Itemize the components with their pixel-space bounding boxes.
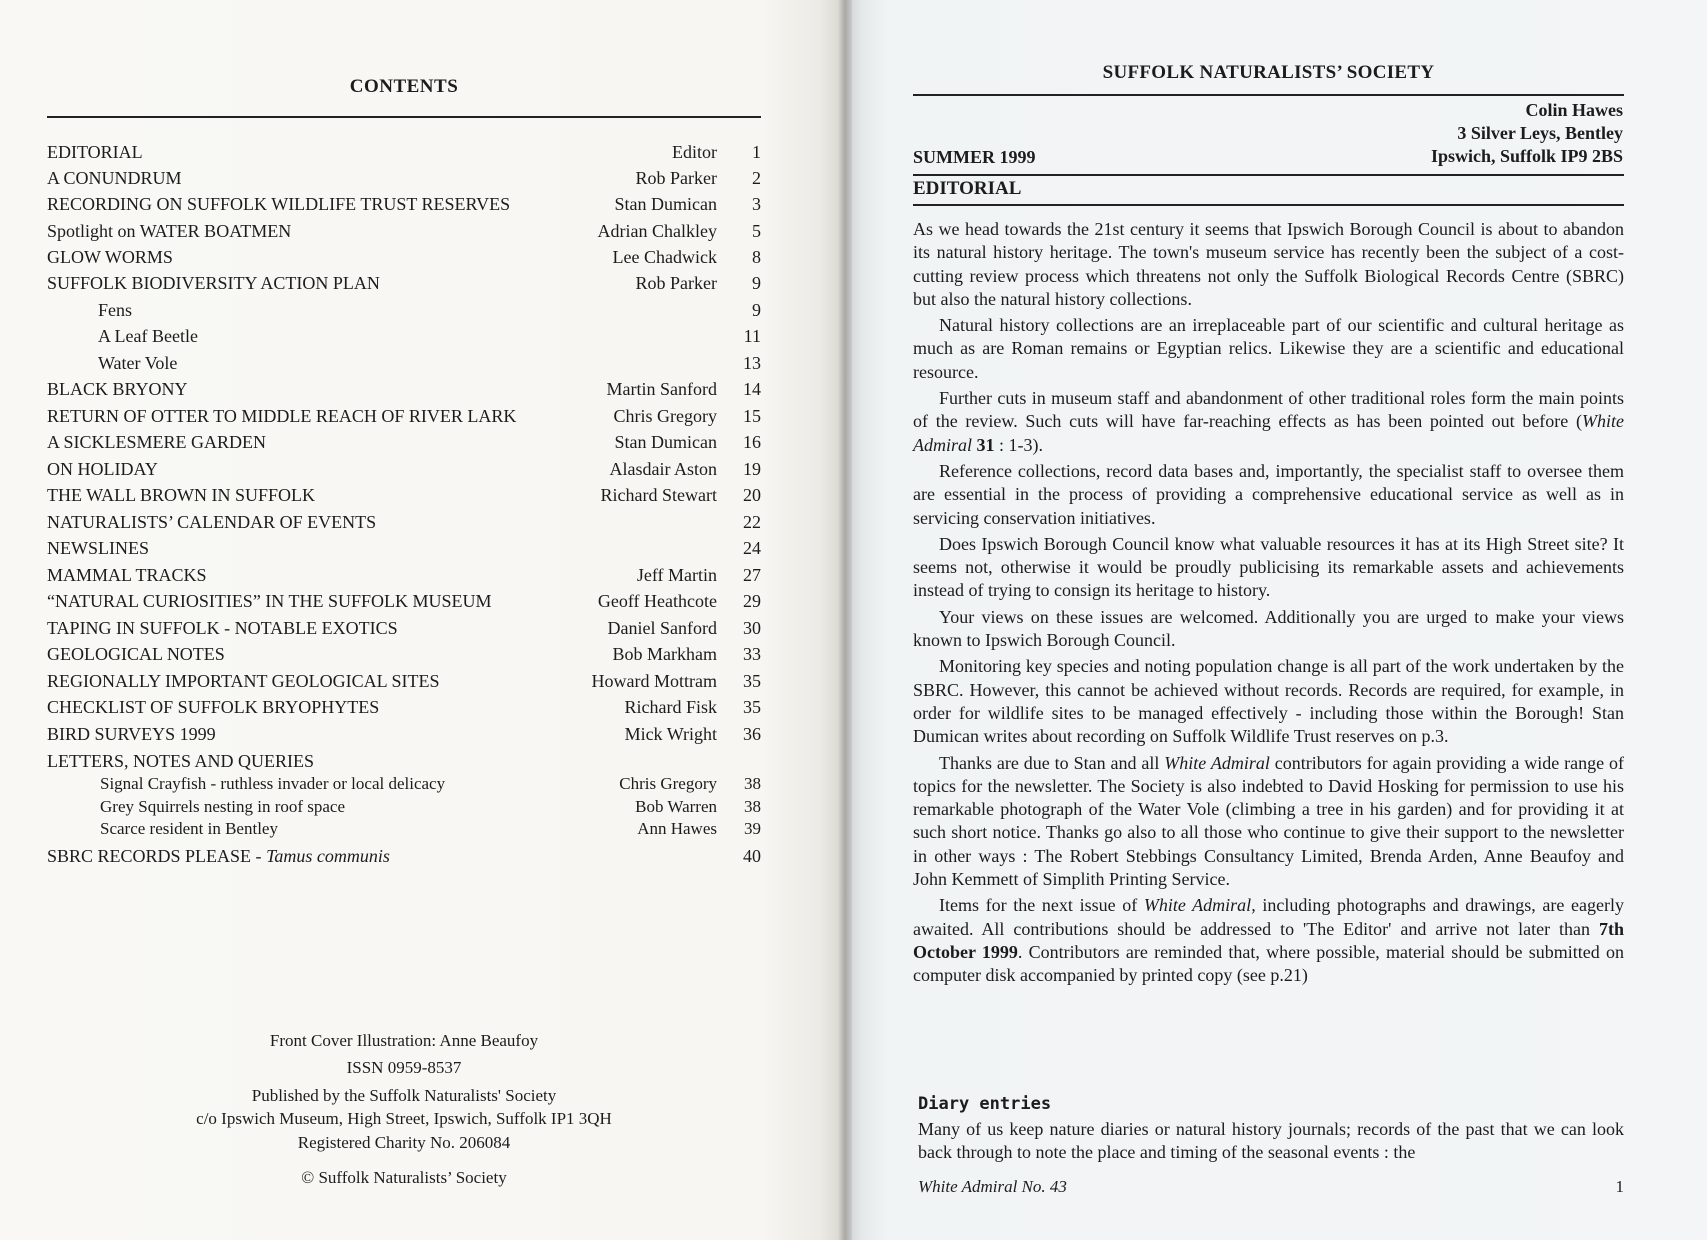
toc-title: Fens (98, 300, 133, 320)
diary-entries-heading: Diary entries (918, 1094, 1052, 1114)
toc-entry[interactable] (47, 536, 761, 560)
footer-page-number: 1 (1615, 1177, 1624, 1196)
toc-author: Richard Fisk (624, 697, 717, 717)
editorial-paragraph (913, 387, 1624, 457)
charity-number: Registered Charity No. 206084 (297, 1133, 511, 1152)
toc-page-number: 30 (743, 618, 761, 638)
masthead-rule (913, 94, 1624, 96)
toc-title: GEOLOGICAL NOTES (47, 644, 225, 664)
toc-page-number: 22 (743, 512, 761, 532)
toc-title (47, 844, 390, 868)
toc-page-number: 19 (743, 459, 761, 479)
toc-entry[interactable] (47, 563, 761, 587)
toc-page-number: 38 (744, 797, 761, 816)
toc-subentry[interactable] (47, 817, 761, 841)
editor-address-line-2: Ipswich, Suffolk IP9 2BS (1430, 146, 1623, 166)
toc-page-number: 14 (743, 379, 761, 399)
toc-title: THE WALL BROWN IN SUFFOLK (47, 485, 315, 505)
toc-subentry[interactable] (47, 298, 761, 322)
toc-page-number: 15 (743, 406, 761, 426)
text-run: contributors for again providing a wide range of topics for the newsletter. The Society is also indebted to David Hosking for permission to use his remarkable photograph of the Water Vole (climbing a tree in his garden) and for providing it at such short notice. Thanks go also to all those who continue to give their support to the newsletter in other ways : The Robert Stebbings Consultancy Limited, Brenda Arden, Anne Beaufoy and John Kemmett of Simplith Printing Service. (913, 752, 1624, 890)
editorial-paragraph: Natural history collections are an irreplaceable part of our scientific and cultural heritage as much as are Roman remains or Egyptian relics. Likewise they are a scientific and educational resource. (913, 315, 1624, 382)
toc-page-number: 33 (743, 644, 761, 664)
toc-author: Jeff Martin (636, 565, 717, 585)
toc-entry[interactable] (47, 377, 761, 401)
toc-subentry[interactable] (47, 772, 761, 796)
toc-page-number: 8 (752, 247, 761, 267)
toc-page-number: 3 (752, 194, 761, 214)
toc-title: NEWSLINES (47, 538, 149, 558)
toc-page-number: 35 (743, 671, 761, 691)
deadline-date: 7th October 1999 (913, 918, 1624, 962)
toc-title: Grey Squirrels nesting in roof space (100, 797, 346, 816)
toc-page-number: 5 (752, 221, 761, 241)
toc-entry[interactable] (47, 589, 761, 613)
issue-rule (913, 174, 1624, 176)
toc-title: Water Vole (98, 353, 178, 373)
toc-page-number: 13 (743, 353, 761, 373)
toc-entry[interactable] (47, 219, 761, 243)
toc-author: Richard Stewart (600, 485, 717, 505)
toc-title: A SICKLESMERE GARDEN (47, 432, 267, 452)
contents-rule (47, 116, 761, 118)
text-run: including photographs and drawings, are eagerly awaited. All contributions should be addressed to 'The Editor' and arrive not later than (913, 895, 1625, 939)
toc-title: RETURN OF OTTER TO MIDDLE REACH OF RIVER LARK (47, 406, 517, 426)
toc-entry[interactable] (47, 245, 761, 269)
publisher-address: c/o Ipswich Museum, High Street, Ipswich, Suffolk IP1 3QH (196, 1109, 612, 1128)
toc-page-number: 2 (752, 168, 761, 188)
toc-title: Spotlight on WATER BOATMEN (47, 221, 292, 241)
toc-entry[interactable] (47, 140, 761, 164)
volume-number: 31 (976, 434, 995, 455)
toc-page-number: 9 (752, 300, 761, 320)
toc-page-number: 39 (744, 819, 761, 838)
toc-title: BLACK BRYONY (47, 379, 188, 399)
toc-entry[interactable] (47, 844, 761, 868)
editor-name: Colin Hawes (1525, 100, 1623, 120)
toc-entry[interactable] (47, 669, 761, 693)
toc-page-number: 20 (743, 485, 761, 505)
toc-title: BIRD SURVEYS 1999 (47, 724, 216, 744)
toc-author: Ann Hawes (637, 819, 717, 838)
toc-title: EDITORIAL (47, 142, 143, 162)
toc-page-number: 40 (743, 846, 761, 866)
toc-author: Daniel Sanford (607, 618, 717, 638)
text-run: Thanks are due to Stan and all (939, 752, 1165, 773)
publication-title: White Admiral (1164, 752, 1270, 773)
toc-author: Howard Mottram (591, 671, 717, 691)
toc-title: Scarce resident in Bentley (100, 819, 278, 838)
editorial-body (913, 218, 1624, 991)
toc-author: Bob Markham (612, 644, 717, 664)
toc-author: Lee Chadwick (612, 247, 717, 267)
toc-title-text: SBRC RECORDS PLEASE - (47, 846, 267, 866)
toc-page-number: 24 (743, 538, 761, 558)
toc-subentry[interactable] (47, 351, 761, 375)
toc-author: Martin Sanford (606, 379, 717, 399)
toc-author: Mick Wright (624, 724, 717, 744)
toc-page-number: 16 (743, 432, 761, 452)
toc-title: A CONUNDRUM (47, 168, 182, 188)
toc-entry[interactable] (47, 749, 761, 773)
toc-title: GLOW WORMS (47, 247, 173, 267)
text-run: . Contributors are reminded that, where possible, material should be submitted on computer disk accompanied by printed copy (see p.21) (913, 941, 1624, 986)
toc-entry[interactable] (47, 166, 761, 190)
toc-entry[interactable] (47, 271, 761, 295)
contents-heading: CONTENTS (349, 76, 459, 97)
editorial-heading: EDITORIAL (913, 178, 1022, 199)
toc-page-number: 29 (743, 591, 761, 611)
editorial-paragraph: As we head towards the 21st century it seems that Ipswich Borough Council is about to abandon its natural history heritage. The town's museum service has recently been the subject of a cost-cutting review process which threatens not only the Suffolk Biological Records Centre (SBRC) but also the natural history collections. (913, 219, 1624, 309)
toc-author: Rob Parker (635, 273, 717, 293)
editorial-paragraph: Does Ipswich Borough Council know what valuable resources it has at its High Street site? It seems not, otherwise it would be proudly publicising its remarkable assets and achievements instead of trying to consign its heritage to history. (913, 533, 1624, 601)
toc-title-species: Tamus communis (266, 846, 390, 866)
toc-title: RECORDING ON SUFFOLK WILDLIFE TRUST RESERVES (47, 194, 511, 214)
toc-entry[interactable] (47, 192, 761, 216)
toc-author: Rob Parker (635, 168, 717, 188)
toc-title: “NATURAL CURIOSITIES” IN THE SUFFOLK MUSEUM (47, 591, 492, 611)
publication-title: White Admiral (913, 411, 1624, 455)
toc-title: SUFFOLK BIODIVERSITY ACTION PLAN (47, 273, 380, 293)
masthead-society-name: SUFFOLK NATURALISTS’ SOCIETY (1102, 62, 1435, 83)
toc-entry[interactable] (47, 510, 761, 534)
toc-title: MAMMAL TRACKS (47, 565, 207, 585)
toc-page-number: 11 (743, 326, 761, 346)
toc-page-number: 36 (743, 724, 761, 744)
toc-author: Geoff Heathcote (597, 591, 717, 611)
text-run: Items for the next issue of (939, 895, 1144, 916)
toc-entry[interactable] (47, 695, 761, 719)
toc-title: REGIONALLY IMPORTANT GEOLOGICAL SITES (47, 671, 440, 691)
toc-title: TAPING IN SUFFOLK - NOTABLE EXOTICS (47, 618, 398, 638)
toc-entry[interactable] (47, 457, 761, 481)
toc-title: Signal Crayfish - ruthless invader or local delicacy (100, 774, 446, 793)
publication-title: White Admiral, (1143, 895, 1256, 916)
toc-author: Stan Dumican (614, 194, 717, 214)
toc-title: NATURALISTS’ CALENDAR OF EVENTS (47, 512, 377, 532)
toc-entry[interactable] (47, 483, 761, 507)
toc-page-number: 9 (752, 273, 761, 293)
footer-publication-title: White Admiral No. 43 (918, 1177, 1067, 1196)
toc-author: Bob Warren (635, 797, 717, 816)
editorial-paragraph (913, 752, 1624, 892)
editorial-paragraph (913, 894, 1624, 987)
toc-page-number: 1 (752, 142, 761, 162)
editor-address-line-1: 3 Silver Leys, Bentley (1457, 123, 1623, 143)
issue-date: SUMMER 1999 (913, 147, 1036, 167)
toc-author: Stan Dumican (614, 432, 717, 452)
text-run: Further cuts in museum staff and abandonment of other traditional roles form the main points of the review. Such cuts will have far-reaching effects as has been pointed out before ( (913, 388, 1624, 432)
toc-page-number: 27 (743, 565, 761, 585)
toc-title: LETTERS, NOTES AND QUERIES (47, 751, 314, 771)
diary-paragraph: Many of us keep nature diaries or natural history journals; records of the past that we can look back through to note the place and timing of the seasonal events : the (918, 1119, 1624, 1163)
publisher-line: Published by the Suffolk Naturalists' Society (251, 1086, 557, 1105)
toc-entry[interactable] (47, 616, 761, 640)
toc-entry[interactable] (47, 404, 761, 428)
editorial-rule (913, 204, 1624, 206)
toc-title: CHECKLIST OF SUFFOLK BRYOPHYTES (47, 697, 380, 717)
toc-page-number: 35 (743, 697, 761, 717)
issn: ISSN 0959-8537 (346, 1058, 462, 1077)
toc-author: Alasdair Aston (609, 459, 717, 479)
toc-author: Chris Gregory (619, 774, 717, 793)
cover-credit: Front Cover Illustration: Anne Beaufoy (269, 1031, 539, 1050)
toc-title: ON HOLIDAY (47, 459, 158, 479)
toc-entry[interactable] (47, 430, 761, 454)
toc-page-number: 38 (744, 774, 761, 793)
diary-entries-body (918, 1118, 1624, 1165)
text-run: : 1-3). (994, 434, 1044, 455)
toc-subentry[interactable] (47, 795, 761, 819)
toc-entry[interactable] (47, 642, 761, 666)
toc-author: Chris Gregory (613, 406, 717, 426)
toc-title: A Leaf Beetle (98, 326, 198, 346)
toc-entry[interactable] (47, 722, 761, 746)
toc-author: Adrian Chalkley (597, 221, 717, 241)
editorial-paragraph: Your views on these issues are welcomed. Additionally you are urged to make your views known to Ipswich Borough Council. (913, 606, 1624, 651)
toc-subentry[interactable] (47, 324, 761, 348)
copyright-line: © Suffolk Naturalists’ Society (301, 1168, 507, 1187)
editorial-paragraph: Monitoring key species and noting population change is all part of the work undertaken by the SBRC. However, this cannot be achieved without records. Records are required, for example, in order for wildlife sites to be managed effectively - including those within the Borough! Stan Dumican writes about recording on Suffolk Wildlife Trust reserves on p.3. (913, 656, 1624, 747)
editorial-paragraph: Reference collections, record data bases and, importantly, the specialist staff to oversee them are essential in the process of providing a comprehensive educational service as well as in servicing conservation initiatives. (913, 460, 1624, 528)
toc-author: Editor (672, 142, 717, 162)
book-gutter (838, 0, 852, 1240)
